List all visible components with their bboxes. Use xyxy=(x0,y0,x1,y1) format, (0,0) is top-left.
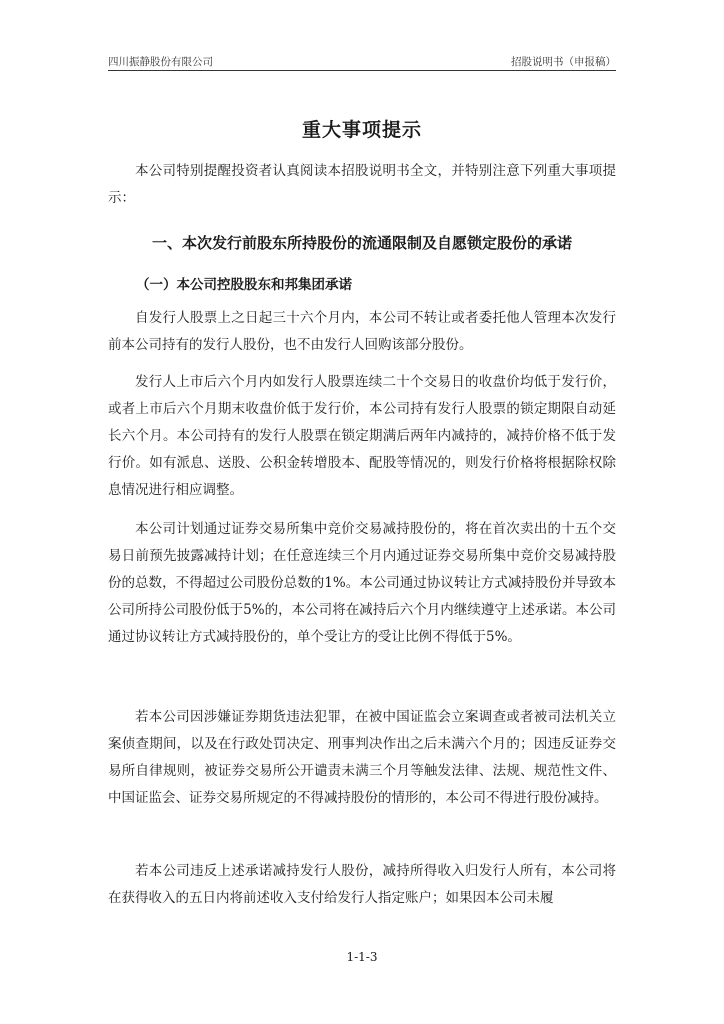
page-number: 1-1-3 xyxy=(346,950,378,964)
paragraph-5: 若本公司违反上述承诺减持发行人股份，减持所得收入归发行人所有，本公司将在获得收入的五日内将前述收入支付给发行人指定账户；如果因本公司未履 xyxy=(108,863,616,906)
header-document-type: 招股说明书（申报稿） xyxy=(511,56,616,68)
page-header xyxy=(108,52,616,71)
subsection-heading-1: （一）本公司控股股东和邦集团承诺 xyxy=(136,277,352,293)
paragraph-4: 若本公司因涉嫌证券期货违法犯罪，在被中国证监会立案调查或者被司法机关立案侦查期间，以及在行政处罚决定、刑事判决作出之后未满六个月的；因违反证券交易所自律规则，被证券交易所公开谴责未满三个月等触发法律、法规、规范性文件、中国证监会、证券交易所规定的不得减持股份的情形的，本公司不得进行股份减持。 xyxy=(108,709,616,806)
page-title: 重大事项提示 xyxy=(301,119,422,141)
paragraph-1: 自发行人股票上之日起三十六个月内，本公司不转让或者委托他人管理本次发行前本公司持有的发行人股份，也不由发行人回购该部分股份。 xyxy=(108,310,616,353)
header-company-name: 四川振静股份有限公司 xyxy=(108,56,213,68)
section-heading-1: 一、本次发行前股东所持股份的流通限制及自愿锁定股份的承诺 xyxy=(151,234,572,252)
intro-paragraph: 本公司特别提醒投资者认真阅读本招股说明书全文，并特别注意下列重大事项提示： xyxy=(108,163,616,206)
paragraph-3: 本公司计划通过证券交易所集中竞价交易减持股份的，将在首次卖出的十五个交易日前预先披露减持计划；在任意连续三个月内通过证券交易所集中竞价交易减持股份的总数，不得超过公司股份总数的1%。本公司通过协议转让方式减持股份并导致本公司所持公司股份低于5%的，本公司将在减持后六个月内继续遵守上述承诺。本公司通过协议转让方式减持股份的，单个受让方的受让比例不得低于5%。 xyxy=(108,521,616,645)
paragraph-2: 发行人上市后六个月内如发行人股票连续二十个交易日的收盘价均低于发行价，或者上市后六个月期末收盘价低于发行价，本公司持有发行人股票的锁定期限自动延长六个月。本公司持有的发行人股票在锁定期满后两年内减持的，减持价格不低于发行价。如有派息、送股、公积金转增股本、配股等情况的，则发行价格将根据除权除息情况进行相应调整。 xyxy=(108,374,616,498)
